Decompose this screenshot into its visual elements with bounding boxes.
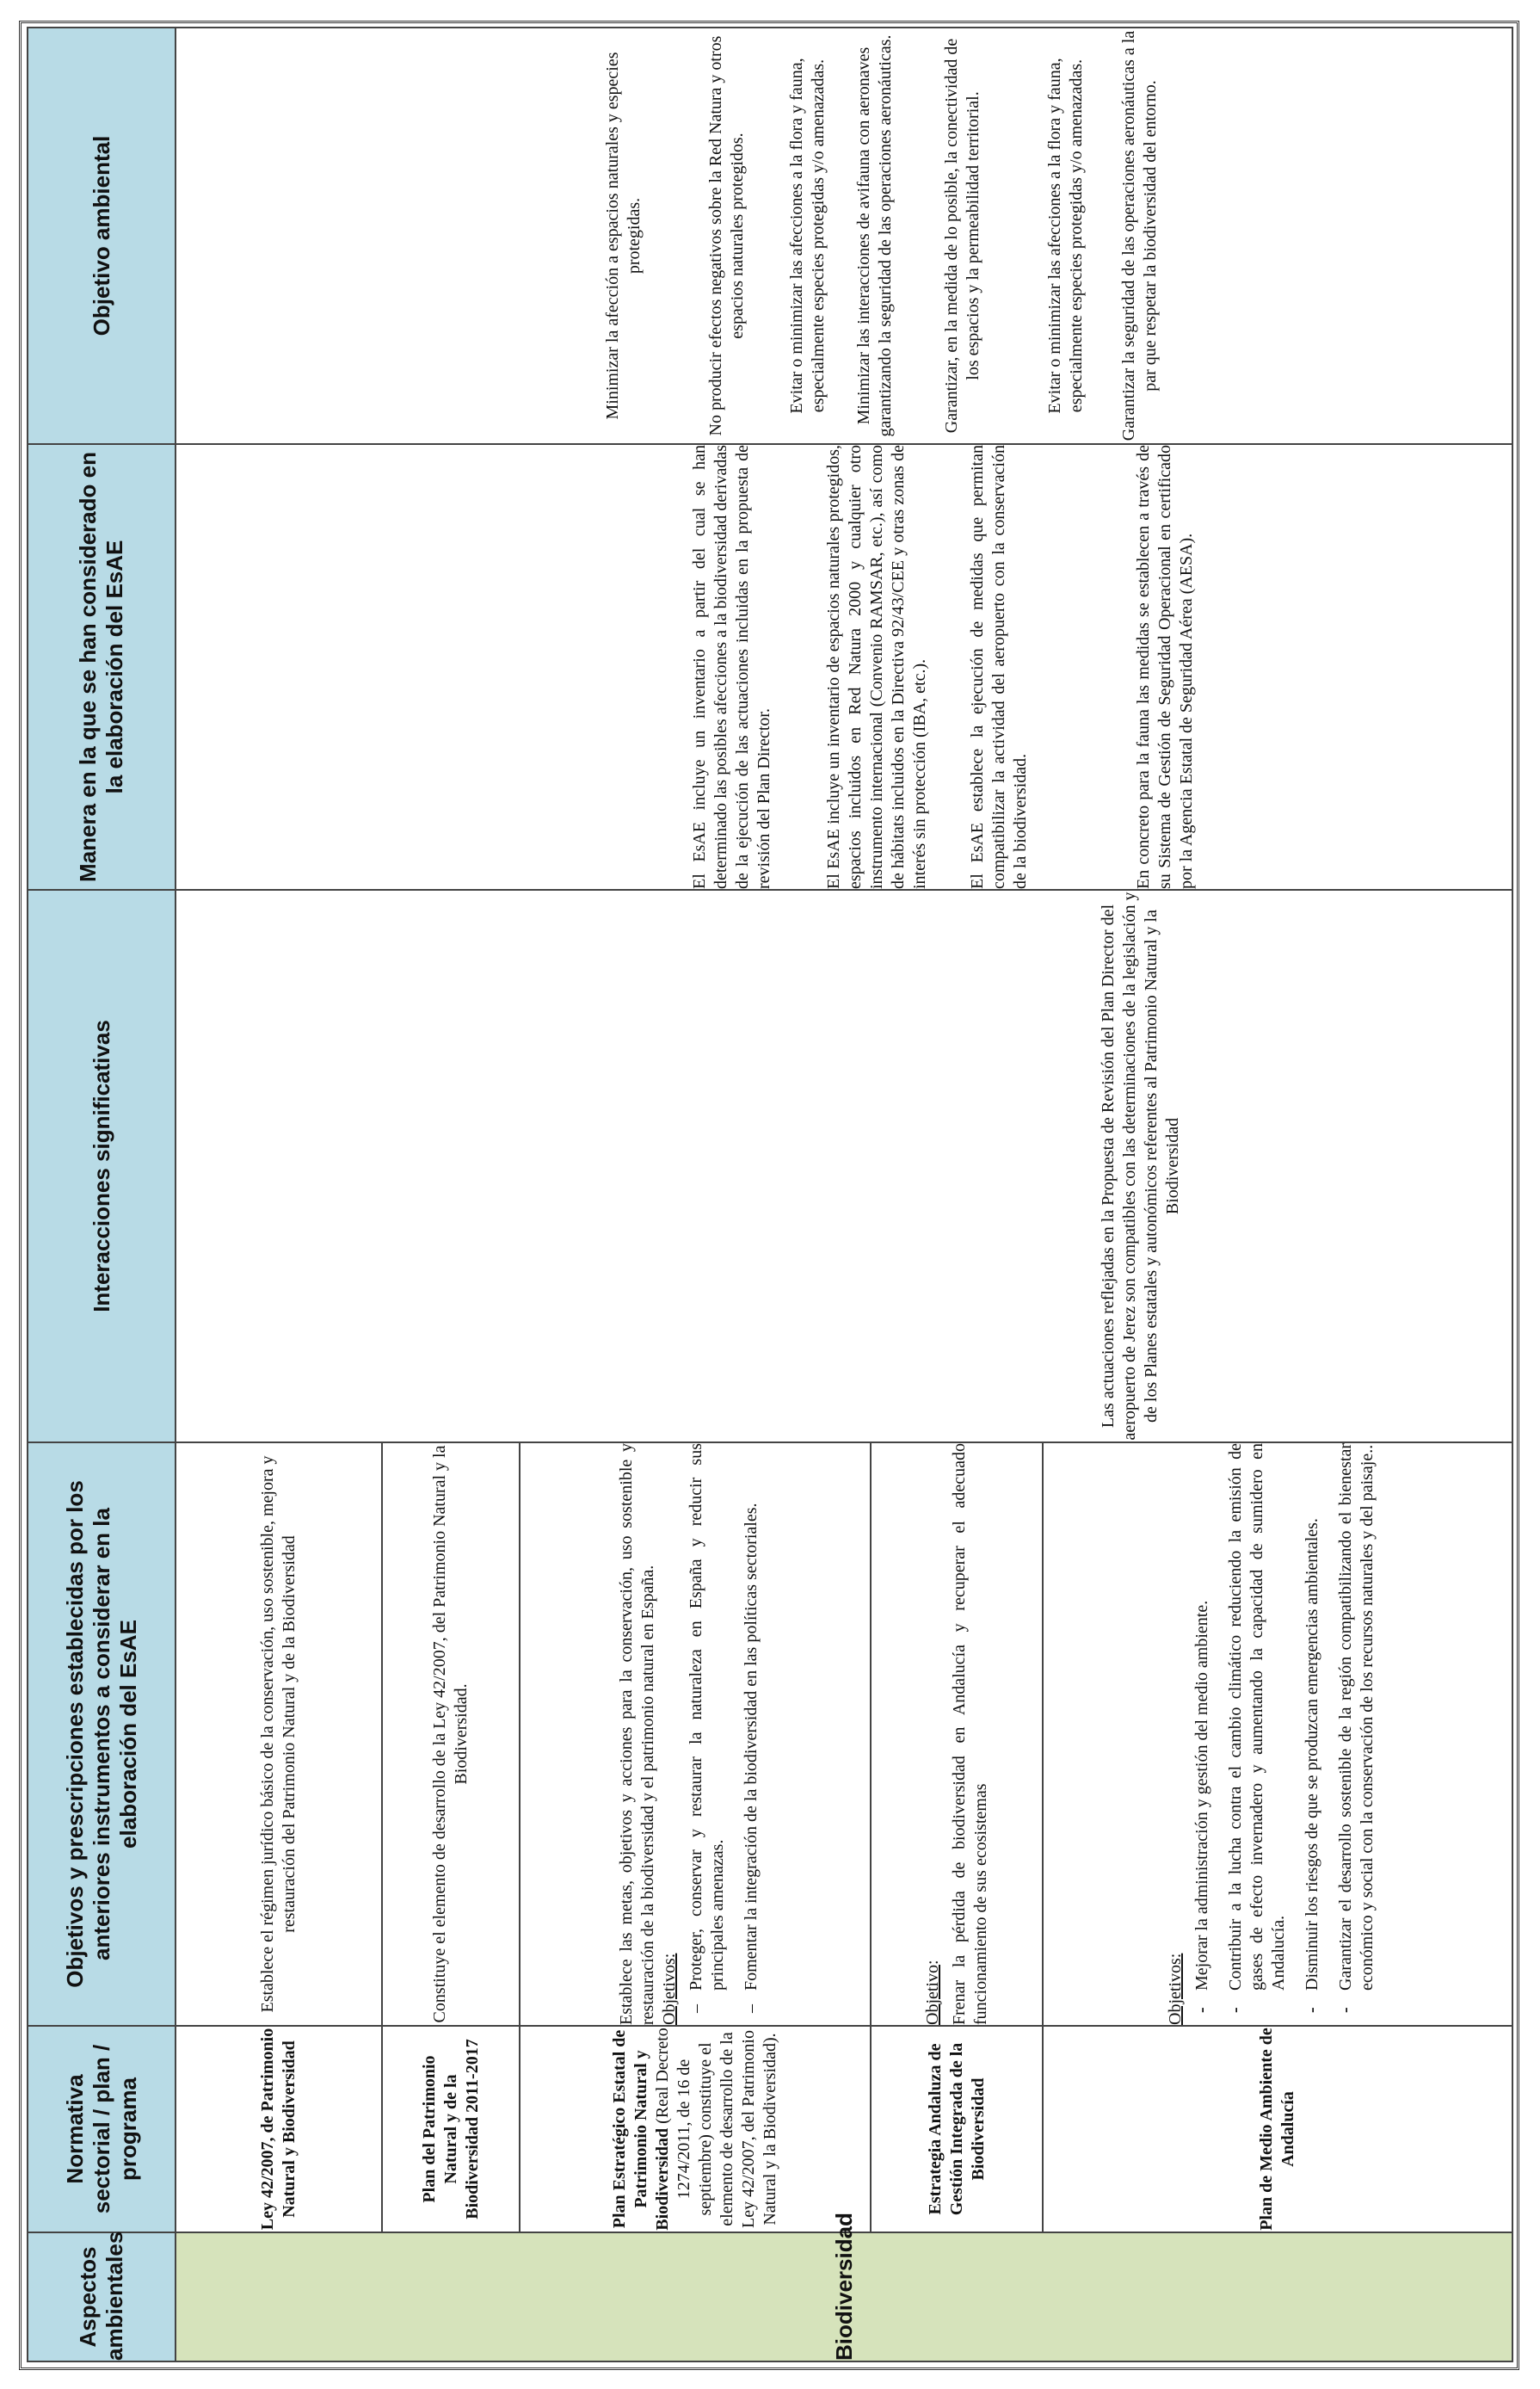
header-norm: Normativa sectorial / plan / programa [28, 2026, 176, 2232]
list-item: - Disminuir los riesgos de que se produzcan emergencias ambientales. [1302, 1443, 1323, 1991]
objective-label: Objetivo [922, 1965, 942, 2025]
manner-text-3: El EsAE establece la ejecución de medidas que permitan compatibilizar la actividad del aeropuerto con la conservación de la biodiversidad. [967, 445, 1030, 889]
norm-detail: (Real Decreto 1274/2011, de 16 de septiembre) constituye el elemento de desarrollo de la Ley 42/2007, del Patrimonio Natural y la Biodiversidad). [653, 2028, 779, 2228]
header-row [28, 28, 176, 2361]
norm-cell [520, 2026, 871, 2232]
norm-title: Ley 42/2007, de Patrimonio Natural y Biodiversidad [258, 2028, 299, 2231]
norm-title: Plan de Medio Ambiente de Andalucía [1257, 2028, 1297, 2231]
list-item: - Mejorar la administración y gestión del medio ambiente. [1192, 1443, 1213, 1991]
norm-cell [382, 2026, 520, 2232]
aspect-cell: Biodiversidad [176, 2232, 1512, 2361]
env-objective-4: Minimizar las interacciones de avifauna con aeronaves garantizando la seguridad de las operaciones aeronáuticas. [854, 34, 895, 437]
header-manner: Manera en la que se han considerado en la elaboración del EsAE [28, 444, 176, 890]
objectives-list [686, 1443, 762, 2025]
objective-text: Constituye el elemento de desarrollo de la Ley 42/2007, del Patrimonio Natural y la Biodiversidad. [430, 1445, 471, 2023]
norm-title: Plan Estratégico Estatal de Patrimonio Natural y Biodiversidad [610, 2029, 672, 2231]
env-objective-3: Evitar o minimizar las afecciones a la flora y fauna, especialmente especies protegidas y/o amenazadas. [787, 58, 828, 414]
objectives-label: Objetivos: [1166, 1953, 1185, 2025]
objective-cell: Objetivo: Frenar la pérdida de biodiversidad en Andalucía y recuperar el adecuado funcionamiento de sus ecosistemas [871, 1442, 1043, 2026]
table-row [176, 28, 382, 2361]
norm-cell [1043, 2026, 1512, 2232]
interactions-cell [176, 890, 1512, 1442]
list-item: - Contribuir a la lucha contra el cambio climático reduciendo la emisión de gases de efecto invernadero y aumentando la capacidad de sumidero en Andalucía. [1225, 1443, 1290, 1991]
objective-cell [176, 1442, 382, 2026]
objective-cell [1043, 1442, 1512, 2026]
env-objective-6: Evitar o minimizar las afecciones a la flora y fauna, especialmente especies protegidas y/o amenazadas. [1045, 58, 1086, 414]
env-objective-cell [176, 28, 1512, 444]
norm-cell [871, 2026, 1043, 2232]
env-objective-7: Garantizar la seguridad de las operaciones aeronáuticas a la par que respetar la biodiversidad del entorno. [1119, 30, 1160, 441]
manner-text-2: El EsAE incluye un inventario de espacios naturales protegidos, espacios incluidos en Red Natura 2000 y cualquier otro instrumento internacional (Convenio RAMSAR, etc.), así como de hábitats incluidos en la Directiva 92/43/CEE y otras zonas de interés sin protección (IBA, etc.). [823, 445, 929, 889]
table-frame [19, 21, 1519, 2370]
objective-intro: Establece las metas, objetivos y acciones para la conservación, uso sostenible y restauración de la biodiversidad y el patrimonio natural en España. [617, 1443, 657, 2025]
header-aspect: Aspectos ambientales [28, 2232, 176, 2361]
interactions-text: Las actuaciones reflejadas en la Propuesta de Revisión del Plan Director del aeropuerto de Jerez son compatibles con las determinaciones de la legislación y de los Planes estatales y autonómicos referentes al Patrimonio Natural y la Biodiversidad [1099, 892, 1182, 1441]
env-objective-1: Minimizar la afección a espacios naturales y especies protegidas. [603, 52, 644, 420]
list-item: – Proteger, conservar y restaurar la naturaleza en España y reducir sus principales amenazas. [686, 1443, 729, 1991]
objective-text: Establece el régimen jurídico básico de la conservación, uso sostenible, mejora y restauración del Patrimonio Natural y de la Biodiversidad [258, 1455, 299, 2013]
header-interactions: Interacciones significativas [28, 890, 176, 1442]
norm-cell [176, 2026, 382, 2232]
objective-cell [520, 1442, 871, 2026]
list-item: – Fomentar la integración de la biodiversidad en las políticas sectoriales. [741, 1443, 762, 1991]
manner-text-1: El EsAE incluye un inventario a partir del cual se han determinado las posibles afecciones a la biodiversidad derivadas de la ejecución de las actuaciones incluidas en la propuesta de revisión del Plan Director. [689, 445, 773, 889]
objectives-label: Objetivos: [660, 1953, 679, 2025]
header-objectives: Objetivos y prescripciones establecidas por los anteriores instrumentos a considerar en la elaboración del EsAE [28, 1442, 176, 2026]
environmental-table [27, 27, 1513, 2362]
norm-title: Plan del Patrimonio Natural y de la Biodiversidad 2011-2017 [419, 2039, 482, 2219]
header-env-objective: Objetivo ambiental [28, 28, 176, 444]
objectives-list [1192, 1443, 1378, 2025]
env-objective-5: Garantizar, en la medida de lo posible, la conectividad de los espacios y la permeabilidad territorial. [942, 38, 983, 434]
objective-text: Frenar la pérdida de biodiversidad en Andalucía y recuperar el adecuado funcionamiento de sus ecosistemas [949, 1443, 990, 2025]
norm-title: Estrategia Andaluza de Gestión Integrada de la Biodiversidad [925, 2042, 988, 2216]
env-objective-2: No producir efectos negativos sobre la Red Natura y otros espacios naturales protegidos. [706, 35, 747, 436]
list-item: - Garantizar el desarrollo sostenible de la región compatibilizando el bienestar económico y social con la conservación de los recursos naturales y del paisaje.. [1335, 1443, 1378, 1991]
manner-text-4: En concreto para la fauna las medidas se establecen a través de su Sistema de Gestión de Seguridad Operacional en certificado por la Agencia Estatal de Seguridad Aérea (AESA). [1133, 445, 1196, 889]
objective-cell [382, 1442, 520, 2026]
manner-cell [176, 444, 1512, 890]
